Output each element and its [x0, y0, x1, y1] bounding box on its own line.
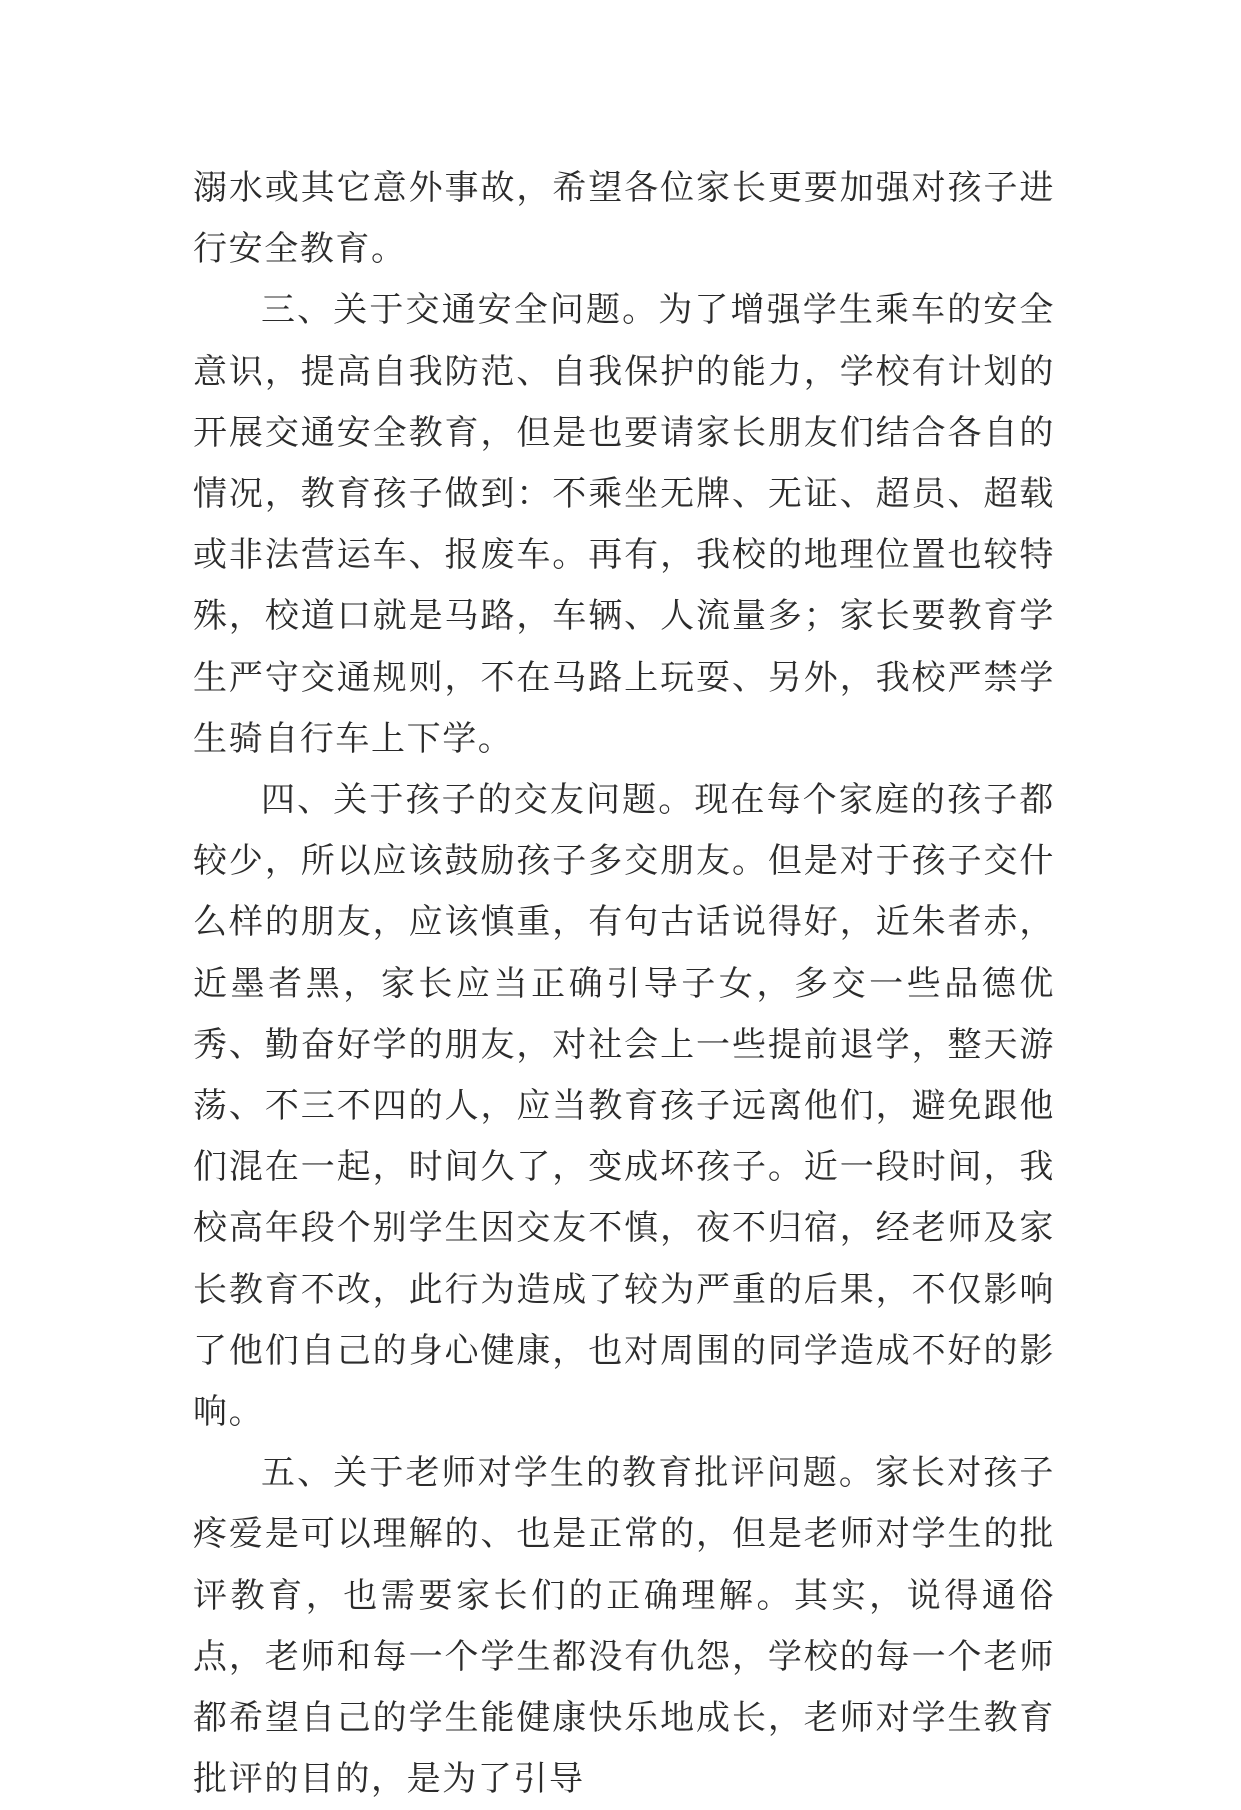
- document-body: [193, 158, 1055, 1810]
- paragraph-traffic-safety: 三、关于交通安全问题。为了增强学生乘车的安全意识，提高自我防范、自我保护的能力，学校有计划的开展交通安全教育，但是也要请家长朋友们结合各自的情况，教育孩子做到：不乘坐无牌、无证、超员、超载或非法营运车、报废车。再有，我校的地理位置也较特殊，校道口就是马路，车辆、人流量多；家长要教育学生严守交通规则，不在马路上玩耍、另外，我校严禁学生骑自行车上下学。: [193, 290, 1055, 759]
- paragraph-teacher-criticism: 五、关于老师对学生的教育批评问题。家长对孩子疼爱是可以理解的、也是正常的，但是老师对学生的批评教育，也需要家长们的正确理解。其实，说得通俗点，老师和每一个学生都没有仇怨，学校的每一个老师都希望自己的学生能健康快乐地成长，老师对学生教育批评的目的，是为了引导: [193, 1453, 1055, 1800]
- paragraph-making-friends: 四、关于孩子的交友问题。现在每个家庭的孩子都较少，所以应该鼓励孩子多交朋友。但是对于孩子交什么样的朋友，应该慎重，有句古话说得好，近朱者赤，近墨者黑，家长应当正确引导子女，多交一些品德优秀、勤奋好学的朋友，对社会上一些提前退学，整天游荡、不三不四的人，应当教育孩子远离他们，避免跟他们混在一起，时间久了，变成坏孩子。近一段时间，我校高年段个别学生因交友不慎，夜不归宿，经老师及家长教育不改，此行为造成了较为严重的后果，不仅影响了他们自己的身心健康，也对周围的同学造成不好的影响。: [193, 780, 1055, 1433]
- paragraph-continuation: 溺水或其它意外事故，希望各位家长更要加强对孩子进行安全教育。: [193, 168, 1055, 270]
